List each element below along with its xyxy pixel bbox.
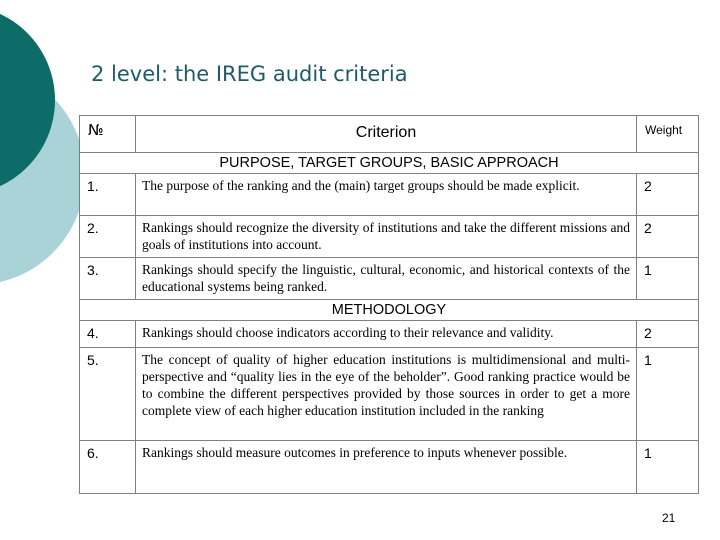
section-row bbox=[80, 300, 699, 321]
slide-title: 2 level: the IREG audit criteria bbox=[91, 62, 408, 86]
table-row bbox=[80, 348, 699, 441]
row-number: 1. bbox=[80, 174, 136, 216]
header-row bbox=[80, 116, 699, 153]
section-title: METHODOLOGY bbox=[80, 300, 699, 321]
row-criterion: The concept of quality of higher education institutions is multidimensional and multi-perspective and “quality lies in the eye of the beholder”. Good ranking practice would be to combine the different perspectives provided by those sources in order to get a more complete view of each higher education institution included in the ranking bbox=[136, 348, 637, 441]
header-criterion: Criterion bbox=[136, 116, 637, 153]
row-criterion: Rankings should measure outcomes in preference to inputs whenever possible. bbox=[136, 441, 637, 494]
row-weight: 1 bbox=[637, 441, 699, 494]
row-criterion: Rankings should specify the linguistic, cultural, economic, and historical contexts of the educational systems being ranked. bbox=[136, 258, 637, 300]
row-weight: 2 bbox=[637, 216, 699, 258]
row-criterion: Rankings should choose indicators according to their relevance and validity. bbox=[136, 321, 637, 348]
row-number: 5. bbox=[80, 348, 136, 441]
decorative-circles bbox=[0, 0, 80, 300]
row-weight: 1 bbox=[637, 258, 699, 300]
white-arc bbox=[40, 0, 80, 60]
section-title: PURPOSE, TARGET GROUPS, BASIC APPROACH bbox=[80, 153, 699, 174]
table-row bbox=[80, 441, 699, 494]
row-weight: 2 bbox=[637, 321, 699, 348]
table-row bbox=[80, 174, 699, 216]
row-number: 4. bbox=[80, 321, 136, 348]
section-row bbox=[80, 153, 699, 174]
row-number: 6. bbox=[80, 441, 136, 494]
criteria-table bbox=[79, 115, 699, 494]
table-row bbox=[80, 258, 699, 300]
row-number: 3. bbox=[80, 258, 136, 300]
page-number: 21 bbox=[662, 511, 676, 525]
header-weight: Weight bbox=[637, 116, 699, 153]
header-number: № bbox=[80, 116, 136, 153]
row-criterion: The purpose of the ranking and the (main) target groups should be made explicit. bbox=[136, 174, 637, 216]
row-number: 2. bbox=[80, 216, 136, 258]
table-row bbox=[80, 321, 699, 348]
circle-graphic bbox=[0, 0, 80, 300]
row-weight: 1 bbox=[637, 348, 699, 441]
row-weight: 2 bbox=[637, 174, 699, 216]
table-row bbox=[80, 216, 699, 258]
row-criterion: Rankings should recognize the diversity of institutions and take the different missions and goals of institutions into account. bbox=[136, 216, 637, 258]
